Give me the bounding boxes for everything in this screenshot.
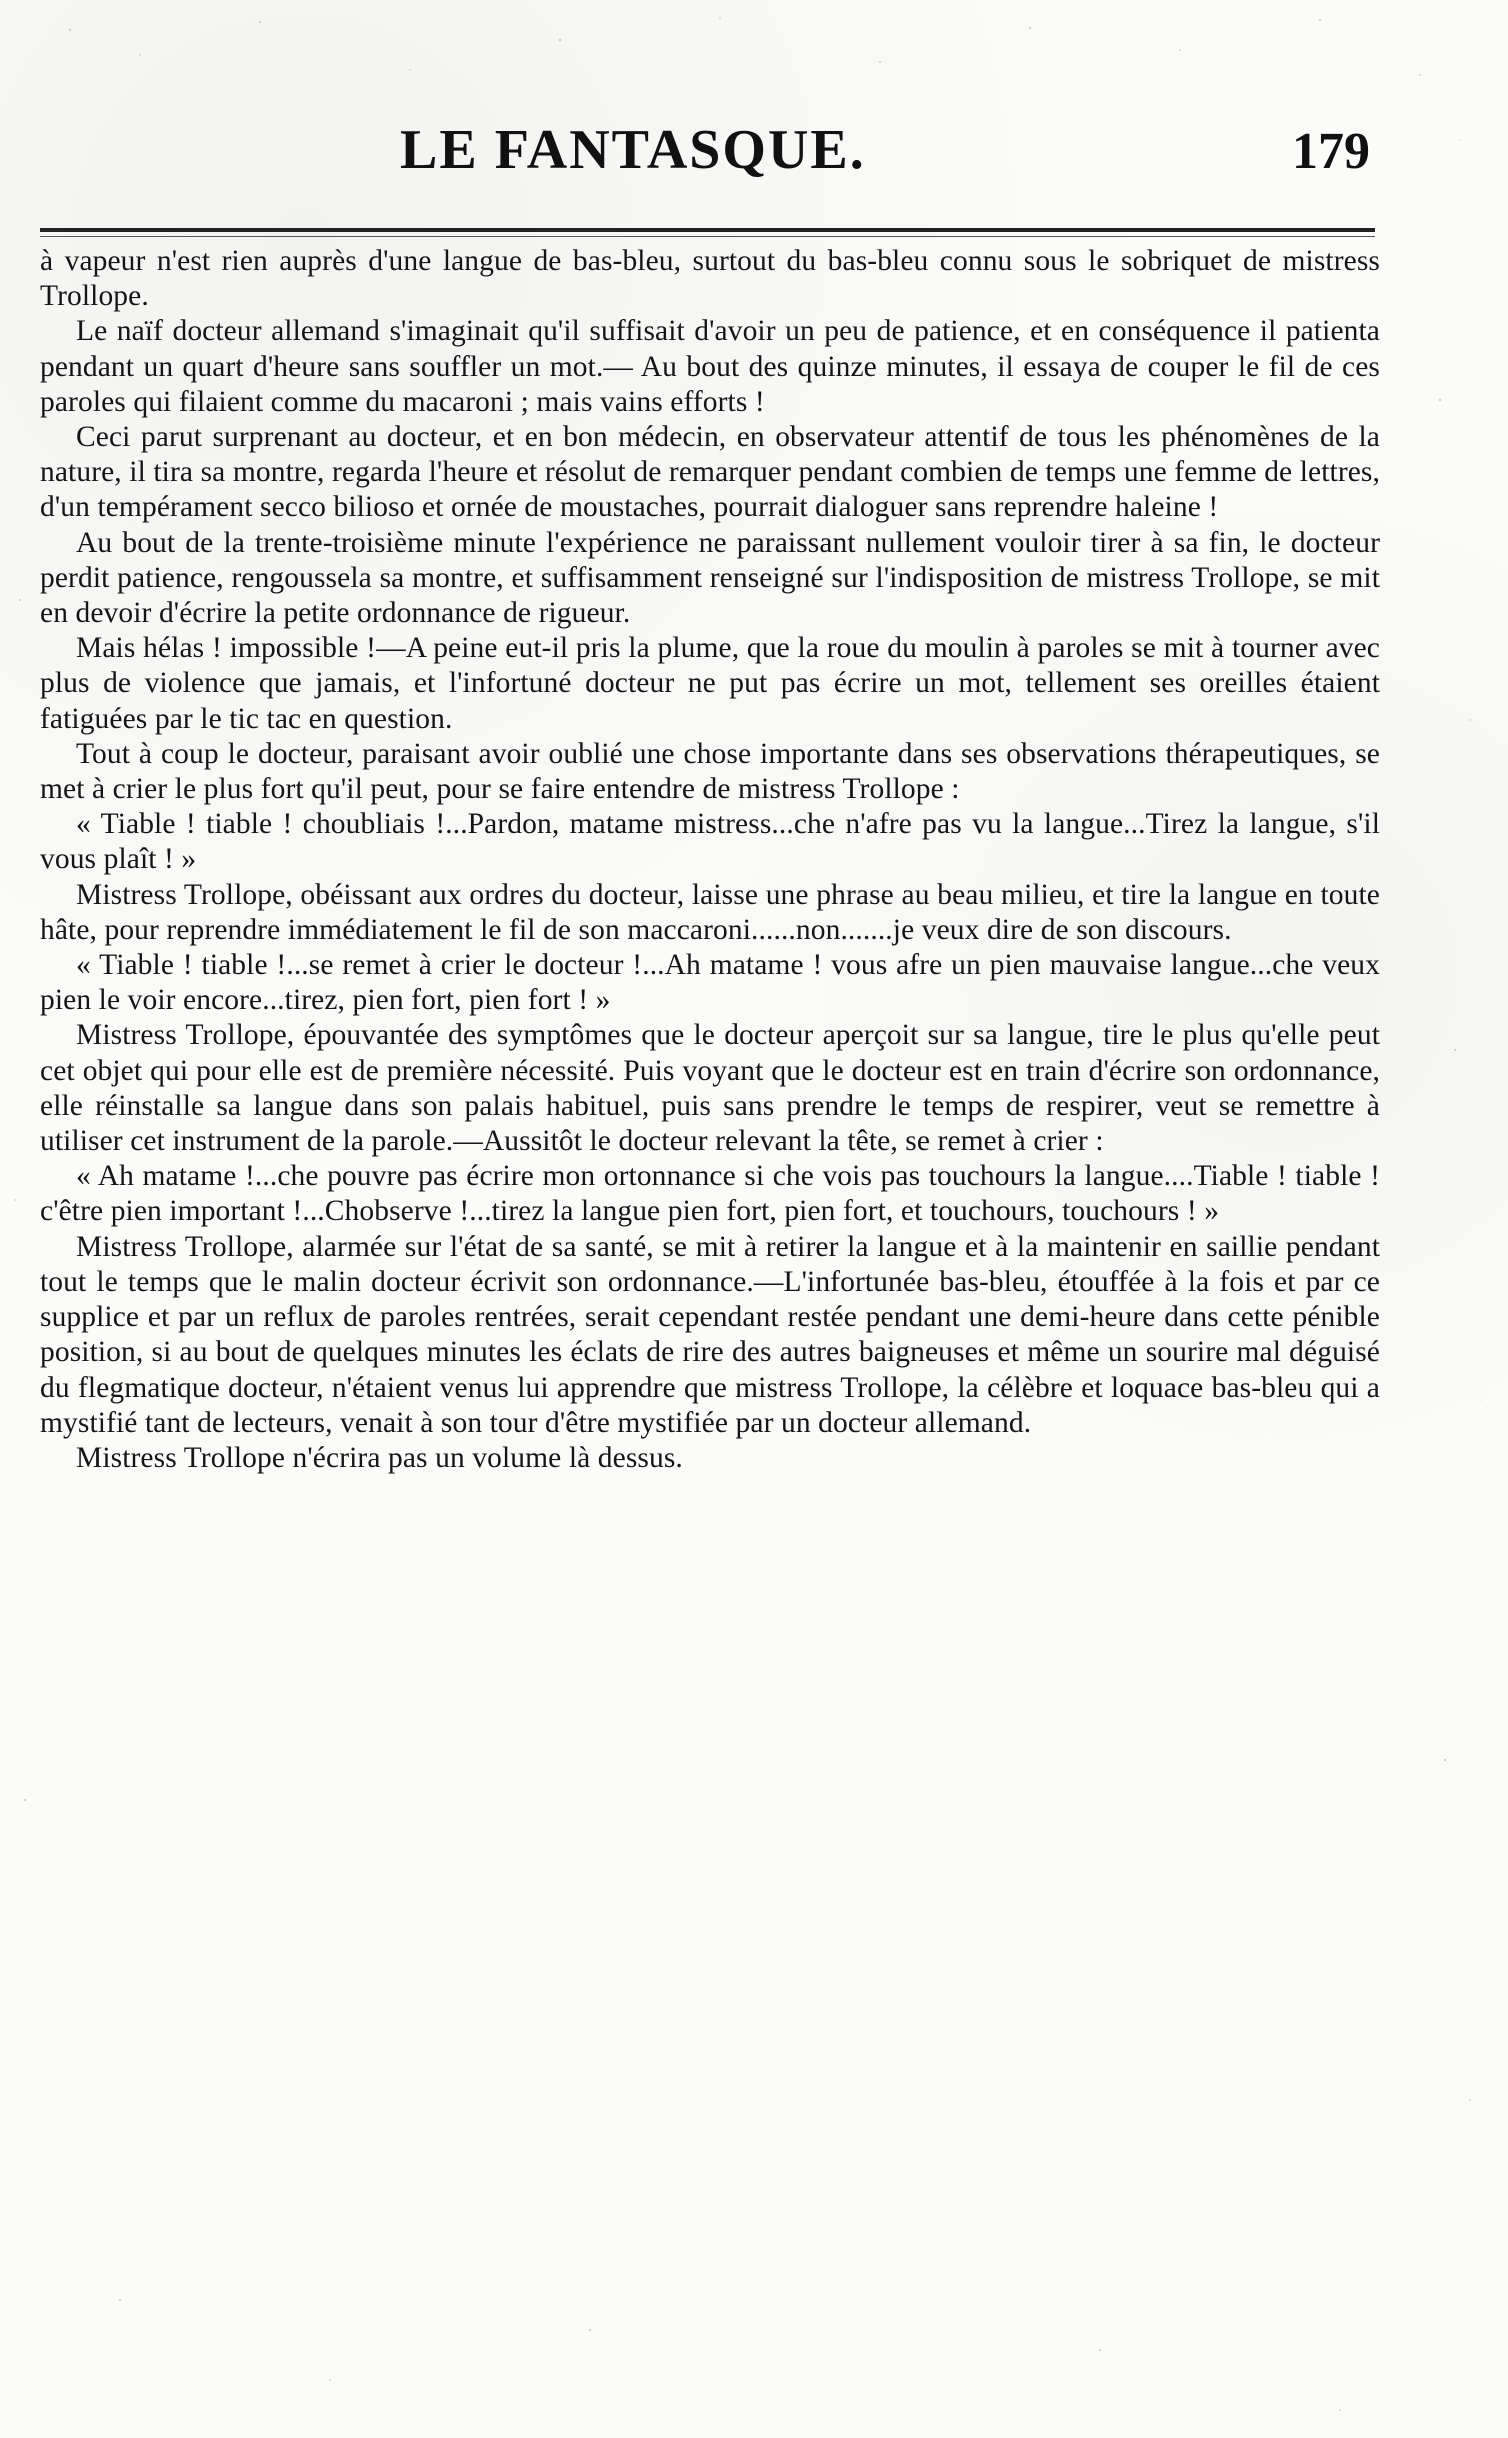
paragraph: « Tiable ! tiable ! choubliais !...Pardon, matame mistress...che n'afre pas vu la langue...Tirez la langue, s'il vous plaît ! » bbox=[40, 808, 1380, 876]
paragraph: Mistress Trollope, épouvantée des symptômes que le docteur aperçoit sur sa langue, tire le plus qu'elle peut cet objet qui pour elle est de première nécessité. Puis voyant que le docteur est en train d'écrire son ordonnance, elle réinstalle sa langue dans son palais habituel, puis sans prendre le temps de respirer, veut se remettre à utiliser cet instrument de la parole.—Aussitôt le docteur relevant la tête, se remet à crier : bbox=[40, 1019, 1380, 1158]
running-title: LE FANTASQUE. bbox=[400, 119, 866, 181]
header-rule-thin bbox=[40, 236, 1375, 237]
paragraph: Tout à coup le docteur, paraisant avoir oublié une chose importante dans ses observations thérapeutiques, se met à crier le plus fort qu'il peut, pour se faire entendre de mistress Trollope : bbox=[40, 737, 1380, 806]
page-header bbox=[40, 118, 1370, 198]
header-rule bbox=[40, 228, 1375, 232]
paragraph: Mistress Trollope n'écrira pas un volume là dessus. bbox=[76, 1441, 683, 1474]
paragraph: « Tiable ! tiable !...se remet à crier le docteur !...Ah matame ! vous afre un pien mauvaise langue...che veux pien le voir encore...tirez, pien fort, pien fort ! » bbox=[40, 949, 1380, 1017]
paragraph: Le naïf docteur allemand s'imaginait qu'il suffisait d'avoir un peu de patience, et en conséquence il patienta pendant un quart d'heure sans souffler un mot.— Au bout des quinze minutes, il essaya de couper le fil de ces paroles qui filaient comme du macaroni ; mais vains efforts ! bbox=[40, 315, 1380, 418]
paragraph: Mais hélas ! impossible !—A peine eut-il pris la plume, que la roue du moulin à paroles se mit à tourner avec plus de violence que jamais, et l'infortuné docteur ne put pas écrire un mot, tellement ses oreilles étaient fatiguées par le tic tac en question. bbox=[40, 632, 1380, 735]
paragraph: Mistress Trollope, alarmée sur l'état de sa santé, se mit à retirer la langue et à la maintenir en saillie pendant tout le temps que le malin docteur écrivit son ordonnance.—L'infortunée bas-bleu, étouffée à la fois et par ce supplice et par un reflux de paroles rentrées, serait cependant restée pendant une demi-heure dans cette pénible position, si au bout de quelques minutes les éclats de rire des autres baigneuses et même un sourire mal déguisé du flegmatique docteur, n'étaient venus lui apprendre que mistress Trollope, la célèbre et loquace bas-bleu qui a mystifié tant de lecteurs, venait à son tour d'être mystifiée par un docteur allemand. bbox=[40, 1230, 1380, 1439]
paragraph: Ceci parut surprenant au docteur, et en bon médecin, en observateur attentif de tous les phénomènes de la nature, il tira sa montre, regarda l'heure et résolut de remarquer pendant combien de temps une femme de lettres, d'un tempérament secco bilioso et ornée de moustaches, pourrait dialoguer sans reprendre haleine ! bbox=[40, 421, 1380, 524]
paragraph: Au bout de la trente-troisième minute l'expérience ne paraissant nullement vouloir tirer à sa fin, le docteur perdit patience, rengoussela sa montre, et suffisamment renseigné sur l'indisposition de mistress Trollope, se mit en devoir d'écrire la petite ordonnance de rigueur. bbox=[40, 526, 1380, 630]
paragraph: « Ah matame !...che pouvre pas écrire mon ortonnance si che vois pas touchours la langue....Tiable ! tiable ! c'être pien important !...Chobserve !...tirez la langue pien fort, pien fort, et touchours, touchours ! » bbox=[40, 1160, 1380, 1228]
paragraph: Mistress Trollope, obéissant aux ordres du docteur, laisse une phrase au beau milieu, et tire la langue en toute hâte, pour reprendre immédiatement le fil de son maccaroni......non.......je veux dire de son discours. bbox=[40, 878, 1380, 946]
paragraph: à vapeur n'est rien auprès d'une langue de bas-bleu, surtout du bas-bleu connu sous le sobriquet de mistress Trollope. bbox=[40, 245, 1380, 313]
article-body bbox=[40, 244, 1380, 1476]
page-number: 179 bbox=[1292, 123, 1370, 180]
